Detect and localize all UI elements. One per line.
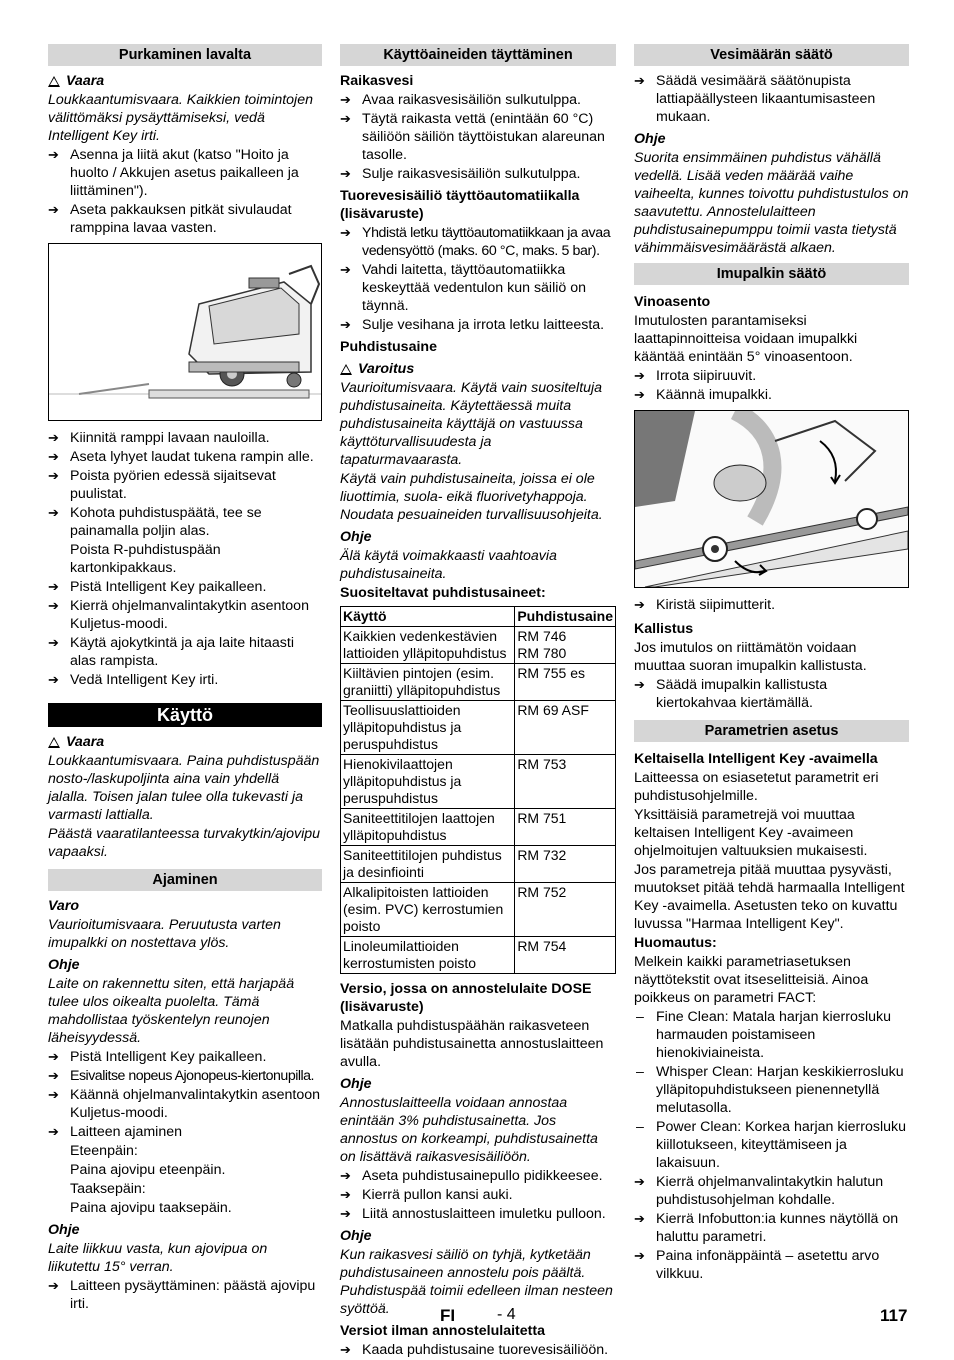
section-title-water-amount: Vesimäärän säätö bbox=[634, 44, 909, 66]
step: ➔ Kaada puhdistusaine tuorevesisäiliöön. bbox=[340, 1341, 616, 1359]
warning-triangle-icon bbox=[340, 364, 352, 375]
step: ➔ Käytä ajokytkintä ja aja laite hitaasti alas rampista. bbox=[48, 634, 322, 670]
column-3 bbox=[634, 44, 909, 1284]
table-row: Kaikkien vedenkestävien lattioiden ylläpitopuhdistus RM 746 RM 780 bbox=[341, 627, 616, 664]
step-note: Taaksepäin: bbox=[70, 1181, 146, 1197]
warning-text: Käytä vain puhdistusaineita, joissa ei ole liuottimia, suola- eikä fluorivetyhappoja. Noudata pesuaineiden turvallisuusohjeita. bbox=[340, 471, 603, 523]
step: ➔ Kierrä Infobutton:ia kunnes näytöllä on haluttu parametri. bbox=[634, 1210, 909, 1246]
subheading-auto-fill: Tuorevesisäiliö täyttöautomatiikalla (lisävaruste) bbox=[340, 188, 580, 222]
step: ➔ Yhdistä letku täyttöautomatiikkaan ja avaa vedensyöttö (maks. 60 °C, maks. 5 bar). bbox=[340, 224, 616, 260]
step: ➔ Avaa raikasvesisäiliön sulkutulppa. bbox=[340, 91, 616, 109]
step: ➔ Poista pyörien edessä sijaitsevat puulistat. bbox=[48, 467, 322, 503]
dash-item: – Power Clean: Korkea harjan kierrosluku kiillotukseen, kiteyttämiseen ja lakaisuun. bbox=[634, 1118, 909, 1172]
paragraph: Laitteessa on esiasetetut parametrit eri puhdistusohjelmille. bbox=[634, 770, 879, 804]
step: ➔ Vahdi laitetta, täyttöautomatiikka keskeyttää vedentulon kun säiliö on täynnä. bbox=[340, 261, 616, 315]
paragraph: Jos imutulos on riittämätön voidaan muuttaa suoran imupalkin kallistusta. bbox=[634, 640, 867, 674]
step: ➔ Säädä vesimäärä säätönupista lattiapäällysteen likaantumisasteen mukaan. bbox=[634, 72, 909, 126]
subheading-tilt: Kallistus bbox=[634, 621, 694, 637]
warning-label: Varoitus bbox=[340, 360, 616, 378]
warning-triangle-icon bbox=[48, 76, 60, 87]
footer-language: FI bbox=[440, 1306, 456, 1325]
paragraph: Jos parametreja pitää muuttaa pysyvästi, muutokset pitää tehdä harmaalla Intelligent Key -avaimella. Asetusten teko on kuvattu luvussa "Harmaa Intelligent Key". bbox=[634, 862, 905, 932]
note-text: Kun raikasvesi säiliö on tyhjä, kytketään puhdistusaineen annostelu pois päältä. Puhdistuspää toimii edelleen ilman nesteen syöttöä. bbox=[340, 1247, 613, 1317]
subheading-recommended: Suositeltavat puhdistusaineet: bbox=[340, 585, 546, 601]
warning-text: Loukkaantumisvaara. Kaikkien toimintojen välittömäksi pysäyttämiseksi, vedä Intelligent Key irti. bbox=[48, 92, 313, 144]
note-text: Älä käytä voimakkaasti vaahtoavia puhdistusaineita. bbox=[340, 548, 557, 582]
step: ➔ Kierrä ohjelmanvalintakytkin asentoon Kuljetus-moodi. bbox=[48, 597, 322, 633]
chapter-title-operation: Käyttö bbox=[48, 703, 322, 727]
subheading-yellow-key: Keltaisella Intelligent Key -avaimella bbox=[634, 751, 878, 767]
subheading-angle: Vinoasento bbox=[634, 294, 711, 310]
table-row: Saniteettitilojen puhdistus ja desinfiointi RM 732 bbox=[341, 846, 616, 883]
section-title-squeegee: Imupalkin säätö bbox=[634, 263, 909, 285]
step: ➔ Kierrä ohjelmanvalintakytkin halutun puhdistusohjelman kohdalle. bbox=[634, 1173, 909, 1209]
paragraph: Melkein kaikki parametriasetuksen näyttötekstit ovat itseselitteisiä. Ainoa poikkeus on parametri FACT: bbox=[634, 954, 869, 1006]
step: ➔ Säädä imupalkin kallistusta kiertokahvaa kiertämällä. bbox=[634, 676, 909, 712]
note-label: Ohje bbox=[340, 1076, 372, 1092]
caution-text: Vaurioitumisvaara. Peruutusta varten imupalkki on nostettava ylös. bbox=[48, 917, 281, 951]
paragraph: Matkalla puhdistuspäähän raikasveteen lisätään puhdistusainetta annostuslaitteen avulla. bbox=[340, 1018, 604, 1070]
table-row: Kiiltävien pintojen (esim. graniitti) ylläpitopuhdistus RM 755 es bbox=[341, 664, 616, 701]
step: ➔ Käännä ohjelmanvalintakytkin asentoon Kuljetus-moodi. bbox=[48, 1086, 322, 1122]
step-note: Poista R-puhdistuspään kartonkipakkaus. bbox=[70, 542, 221, 576]
table-header-agent: Puhdistusaine bbox=[515, 607, 616, 627]
step-note: Eteenpäin: bbox=[70, 1143, 138, 1159]
caution-label: Varo bbox=[48, 898, 80, 914]
footer-page-number: 117 bbox=[880, 1306, 908, 1325]
table-row: Linoleumilattioiden kerrostumisten poisto RM 754 bbox=[341, 937, 616, 974]
subheading-note: Huomautus: bbox=[634, 935, 717, 951]
note-text: Annostuslaitteella voidaan annostaa enintään 3% puhdistusainetta. Jos annostus on korkeampi, puhdistusainetta on lisättävä raikasvesisäiliöön. bbox=[340, 1095, 598, 1165]
step: ➔ Pistä Intelligent Key paikalleen. bbox=[48, 1048, 322, 1066]
machine-on-pallet-figure bbox=[48, 243, 322, 421]
section-title-driving: Ajaminen bbox=[48, 869, 322, 891]
step-note: Paina ajovipu taaksepäin. bbox=[70, 1200, 232, 1216]
step: ➔ Asenna ja liitä akut (katso "Hoito ja huolto / Akkujen asetus paikalleen ja liittäminen"). bbox=[48, 146, 322, 200]
note-text: Suorita ensimmäinen puhdistus vähällä vedellä. Lisää veden määrää vaihe vaiheelta, kunnes toivottu puhdistustulos on saavutettu. Annostelulaitteen puhdistusainepumppu toimii vasta tietystä vähimmäisvesimäärästä alkaen. bbox=[634, 150, 909, 256]
step: ➔ Pistä Intelligent Key paikalleen. bbox=[48, 578, 322, 596]
step: ➔ Aseta pakkauksen pitkät sivulaudat ramppina lavaa vasten. bbox=[48, 201, 322, 237]
paragraph: Imutulosten parantamiseksi laattapinnoitteisa voidaan imupalkki kääntää enintään 5° vinoasentoon. bbox=[634, 313, 858, 365]
footer-local-page: - 4 bbox=[497, 1306, 516, 1323]
table-row: Saniteettitilojen laattojen ylläpitopuhdistus RM 751 bbox=[341, 809, 616, 846]
squeegee-figure bbox=[634, 410, 909, 588]
squeegee-illustration bbox=[635, 411, 908, 587]
step: ➔ Sulje vesihana ja irrota letku laitteesta. bbox=[340, 316, 616, 334]
subheading-detergent: Puhdistusaine bbox=[340, 339, 437, 355]
note-text: Laite liikkuu vasta, kun ajovipua on liikutettu 15° verran. bbox=[48, 1241, 268, 1275]
warning-label: Vaara bbox=[48, 733, 322, 751]
table-row: Alkalipitoisten lattioiden (esim. PVC) kerrostumien poisto RM 752 bbox=[341, 883, 616, 937]
note-label: Ohje bbox=[340, 1228, 372, 1244]
detergent-table bbox=[340, 606, 616, 974]
table-row: Teollisuuslattioiden ylläpitopuhdistus ja peruspuhdistus RM 69 ASF bbox=[341, 701, 616, 755]
step: ➔ Kierrä pullon kansi auki. bbox=[340, 1186, 616, 1204]
warning-label: Vaara bbox=[48, 72, 322, 90]
step: ➔ Laitteen pysäyttäminen: päästä ajovipu irti. bbox=[48, 1277, 322, 1313]
step: ➔ Laitteen ajaminen bbox=[48, 1123, 322, 1141]
note-text: Laite on rakennettu siten, että harjapää tulee ulos oikealta puolelta. Tämä mahdollistaa työskentelyn reunojen läheisyydessä. bbox=[48, 976, 295, 1046]
step: ➔ Liitä annostuslaitteen imuletku pulloon. bbox=[340, 1205, 616, 1223]
warning-text: Vaurioitumisvaara. Käytä vain suositeltuja puhdistusaineita. Käytettäessä muita puhdistusaineita käyttäjä on vastuussa käyttöturvallisuudesta ja tapaturmavaarasta. bbox=[340, 380, 603, 468]
step: ➔ Paina infonäppäintä – asetettu arvo vilkkuu. bbox=[634, 1247, 909, 1283]
step-note: Paina ajovipu eteenpäin. bbox=[70, 1162, 226, 1178]
table-header-row bbox=[341, 607, 616, 627]
step: ➔ Kiinnitä ramppi lavaan nauloilla. bbox=[48, 429, 322, 447]
dash-item: – Whisper Clean: Harjan keskikierrosluku ylläpitopuhdistukseen pienennetyllä melutasolla. bbox=[634, 1063, 909, 1117]
note-label: Ohje bbox=[48, 957, 80, 973]
step: ➔ Esivalitse nopeus Ajonopeus-kiertonupilla. bbox=[48, 1067, 322, 1085]
warning-text: Loukkaantumisvaara. Paina puhdistuspään nosto-/laskupoljinta aina vain yhdellä jalalla. Toisen jalan tulee olla tukevasti ja varmasti lattialla. bbox=[48, 753, 320, 823]
warning-triangle-icon bbox=[48, 737, 60, 748]
subheading-fresh-water: Raikasvesi bbox=[340, 73, 414, 89]
step: ➔ Kohota puhdistuspäätä, tee se painamalla poljin alas. bbox=[48, 504, 322, 540]
subheading-no-dose: Versiot ilman annostelulaitetta bbox=[340, 1323, 545, 1339]
note-label: Ohje bbox=[634, 131, 666, 147]
section-title-unloading: Purkaminen lavalta bbox=[48, 44, 322, 66]
step: ➔ Käännä imupalkki. bbox=[634, 386, 909, 404]
step: ➔ Aseta lyhyet laudat tukena rampin alle. bbox=[48, 448, 322, 466]
step: ➔ Irrota siipiruuvit. bbox=[634, 367, 909, 385]
table-header-use: Käyttö bbox=[341, 607, 515, 627]
section-title-filling: Käyttöaineiden täyttäminen bbox=[340, 44, 616, 66]
note-label: Ohje bbox=[48, 1222, 80, 1238]
column-1 bbox=[48, 44, 322, 1314]
column-2 bbox=[340, 44, 616, 1360]
step: ➔ Täytä raikasta vettä (enintään 60 °C) säiliöön säiliön täyttöistukan alareunan tasolle. bbox=[340, 110, 616, 164]
warning-text: Päästä vaaratilanteessa turvakytkin/ajovipu vapaaksi. bbox=[48, 826, 321, 860]
scrubber-drier-illustration bbox=[49, 244, 321, 420]
table-row: Hienokivilaattojen ylläpitopuhdistus ja peruspuhdistus RM 753 bbox=[341, 755, 616, 809]
subheading-dose: Versio, jossa on annostelulaite DOSE (lisävaruste) bbox=[340, 981, 592, 1015]
step: ➔ Aseta puhdistusainepullo pidikkeesee. bbox=[340, 1167, 616, 1185]
section-title-parameters: Parametrien asetus bbox=[634, 720, 909, 742]
dash-item: – Fine Clean: Matala harjan kierrosluku harmauden poistamiseen hienokiviaineista. bbox=[634, 1008, 909, 1062]
step: ➔ Kiristä siipimutterit. bbox=[634, 596, 909, 614]
paragraph: Yksittäisiä parametrejä voi muuttaa keltaisen Intelligent Key -avaimeen ohjelmoitujen valtuuksien mukaisesti. bbox=[634, 807, 868, 859]
note-label: Ohje bbox=[340, 529, 372, 545]
step: ➔ Vedä Intelligent Key irti. bbox=[48, 671, 322, 689]
step: ➔ Sulje raikasvesisäiliön sulkutulppa. bbox=[340, 165, 616, 183]
